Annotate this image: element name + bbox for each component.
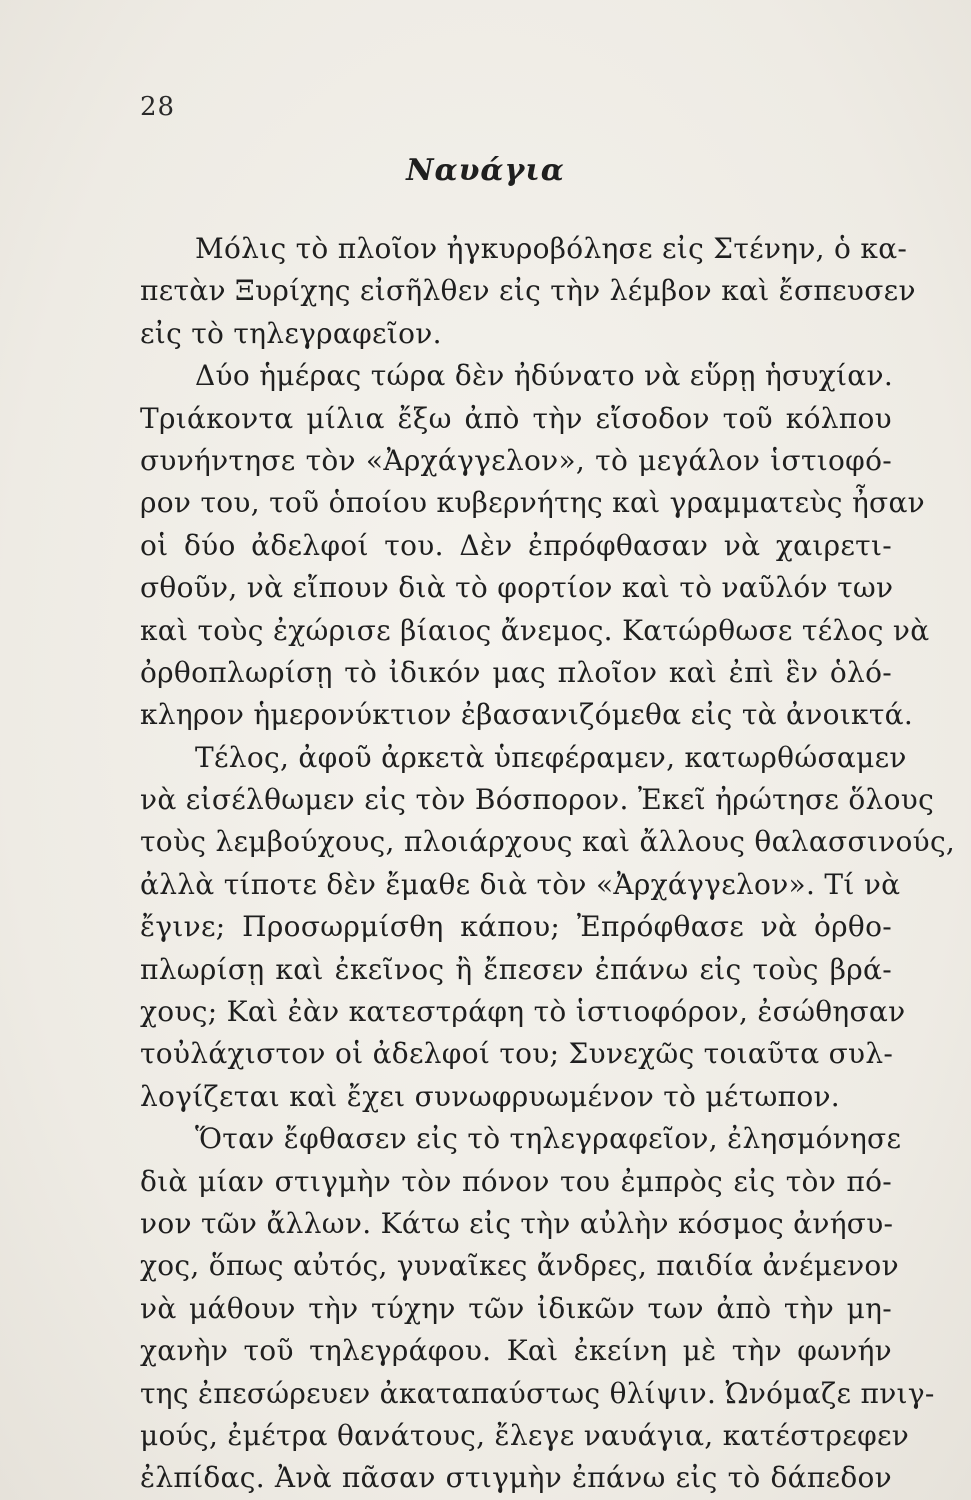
text-line: ἀλλὰ τίποτε δὲν ἔμαθε διὰ τὸν «Ἀρχάγγελον». Τί νὰ	[140, 867, 901, 901]
text-line: πετὰν Ξυρίχης εἰσῆλθεν εἰς τὴν λέμβον καὶ ἔσπευσεν	[140, 274, 916, 308]
text-line: ἐλπίδας. Ἀνὰ πᾶσαν στιγμὴν ἐπάνω εἰς τὸ δάπεδον	[140, 1461, 892, 1495]
text-line: Ὅταν ἔφθασεν εἰς τὸ τηλεγραφεῖον, ἐλησμόνησε	[195, 1122, 902, 1156]
text-line: νον τῶν ἄλλων. Κάτω εἰς τὴν αὐλὴν κόσμος ἀνήσυ-	[140, 1206, 894, 1240]
text-line: εἰς τὸ τηλεγραφεῖον.	[140, 316, 442, 350]
text-line: Μόλις τὸ πλοῖον ἠγκυροβόλησε εἰς Στένην, ὁ κα-	[195, 232, 908, 265]
text-line: ρον του, τοῦ ὁποίου κυβερνήτης καὶ γραμματεὺς ἦσαν	[140, 486, 925, 520]
text-line: χανὴν τοῦ τηλεγράφου. Καὶ ἐκείνη μὲ τὴν φωνήν	[140, 1334, 892, 1368]
text-line: τοὐλάχιστον οἱ ἀδελφοί του; Συνεχῶς τοιαῦτα συλ-	[140, 1037, 894, 1071]
text-line: σθοῦν, νὰ εἴπουν διὰ τὸ φορτίον καὶ τὸ ναῦλόν των	[140, 571, 894, 605]
text-line: τοὺς λεμβούχους, πλοιάρχους καὶ ἄλλους θαλασσινούς,	[140, 825, 956, 859]
text-line: ἔγινε; Προσωρμίσθη κάπου; Ἐπρόφθασε νὰ ὀρθο-	[140, 910, 892, 944]
text-line: λογίζεται καὶ ἔχει συνωφρυωμένον τὸ μέτωπον.	[140, 1079, 841, 1113]
text-line: νὰ μάθουν τὴν τύχην τῶν ἰδικῶν των ἀπὸ τὴν μη-	[140, 1291, 892, 1325]
text-line: Τέλος, ἀφοῦ ἀρκετὰ ὑπεφέραμεν, κατωρθώσαμεν	[195, 740, 907, 774]
text-line: διὰ μίαν στιγμὴν τὸν πόνον του ἐμπρὸς εἰς τὸν πό-	[140, 1164, 892, 1198]
text-line: μούς, ἐμέτρα θανάτους, ἔλεγε ναυάγια, κατέστρεφεν	[140, 1418, 910, 1452]
text-line: ὀρθοπλωρίσῃ τὸ ἰδικόν μας πλοῖον καὶ ἐπὶ ἓν ὁλό-	[140, 655, 892, 689]
text-line: κληρον ἡμερονύκτιον ἐβασανιζόμεθα εἰς τὰ ἀνοικτά.	[140, 698, 914, 732]
chapter-title: Ναυάγια	[406, 153, 565, 188]
text-line: οἱ δύο ἀδελφοί του. Δὲν ἐπρόφθασαν νὰ χαιρετι-	[140, 528, 892, 562]
paragraph	[140, 228, 916, 355]
text-line: καὶ τοὺς ἐχώρισε βίαιος ἄνεμος. Κατώρθωσε τέλος νὰ	[140, 613, 930, 647]
text-line: χος, ὅπως αὐτός, γυναῖκες ἄνδρες, παιδία ἀνέμενον	[140, 1249, 899, 1283]
text-line: νὰ εἰσέλθωμεν εἰς τὸν Βόσπορον. Ἐκεῖ ἠρώτησε ὅλους	[140, 783, 935, 817]
paragraph	[140, 355, 930, 737]
text-line: της ἐπεσώρευεν ἀκαταπαύστως θλίψιν. Ὠνόμαζε πνιγ-	[140, 1376, 935, 1410]
text-line: συνήντησε τὸν «Ἀρχάγγελον», τὸ μεγάλον ἱστιοφό-	[140, 443, 892, 477]
text-line: πλωρίσῃ καὶ ἐκεῖνος ἢ ἔπεσεν ἐπάνω εἰς τοὺς βρά-	[140, 952, 892, 986]
text-line: Τριάκοντα μίλια ἔξω ἀπὸ τὴν εἴσοδον τοῦ κόλπου	[140, 401, 892, 435]
paragraph	[140, 737, 956, 1119]
paragraph	[140, 1118, 935, 1500]
page-number: 28	[140, 92, 176, 122]
text-line: χους; Καὶ ἐὰν κατεστράφη τὸ ἱστιοφόρον, ἐσώθησαν	[140, 995, 906, 1029]
text-line: Δύο ἡμέρας τώρα δὲν ἠδύνατο νὰ εὕρῃ ἡσυχίαν.	[195, 359, 894, 393]
body-text	[140, 228, 956, 1500]
